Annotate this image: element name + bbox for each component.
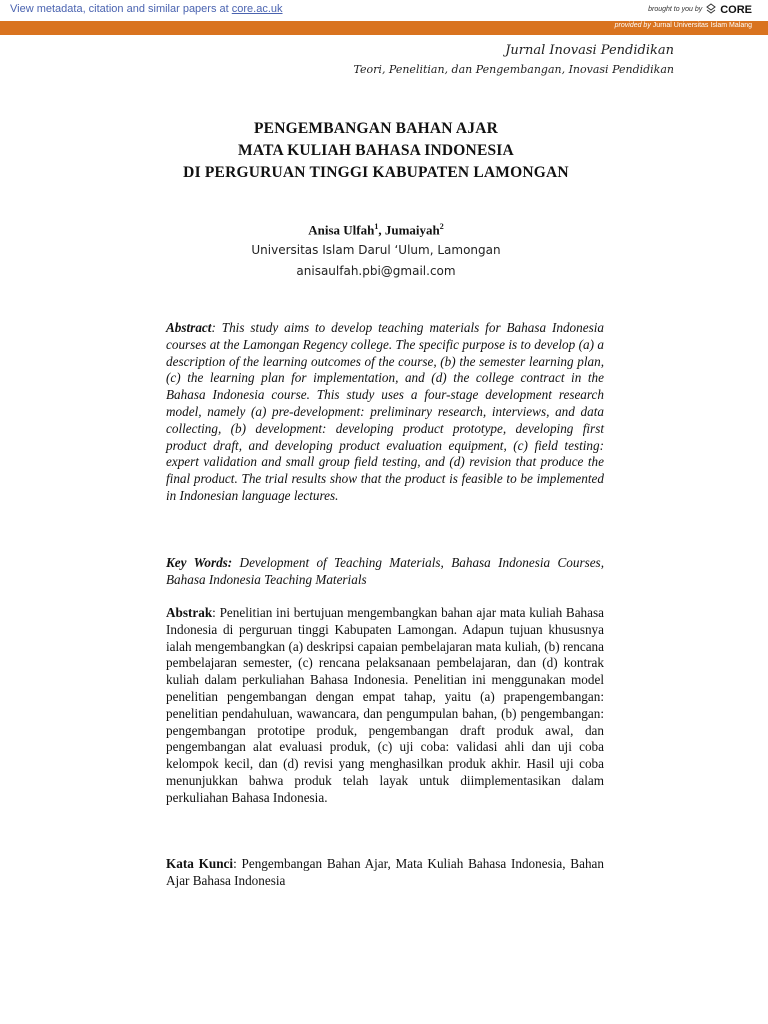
keywords-text: Development of Teaching Materials, Bahasa Indonesia Courses, Bahasa Indonesia Teaching Materials xyxy=(166,555,604,587)
title-line-3: DI PERGURUAN TINGGI KABUPATEN LAMONGAN xyxy=(183,164,569,181)
journal-subtitle: Teori, Penelitian, dan Pengembangan, Inovasi Pendidikan xyxy=(353,63,674,76)
kata-kunci-text: : Pengembangan Bahan Ajar, Mata Kuliah Bahasa Indonesia, Bahan Ajar Bahasa Indonesia xyxy=(166,856,604,888)
provided-by[interactable] xyxy=(615,22,752,29)
brought-to-you-text: brought to you by xyxy=(648,6,703,13)
keywords-english xyxy=(166,555,604,589)
keywords-indonesian xyxy=(166,856,604,890)
core-metadata-text: View metadata, citation and similar papers at xyxy=(10,3,229,15)
provider-bar xyxy=(0,21,768,35)
author-2: Jumaiyah xyxy=(384,222,440,238)
kata-kunci-label: Kata Kunci xyxy=(166,856,234,871)
provider-name: Jurnal Universitas Islam Malang xyxy=(652,22,752,29)
author-email: anisaulfah.pbi@gmail.com xyxy=(296,264,456,278)
provided-by-label: provided by xyxy=(614,22,651,29)
core-banner xyxy=(0,0,768,22)
authors xyxy=(0,222,752,238)
paper-title xyxy=(0,118,752,184)
title-line-2: MATA KULIAH BAHASA INDONESIA xyxy=(238,142,514,159)
journal-title: Jurnal Inovasi Pendidikan xyxy=(505,43,674,58)
author-1: Anisa Ulfah xyxy=(308,222,375,238)
core-logo-icon xyxy=(705,3,717,16)
core-branding[interactable] xyxy=(648,3,752,16)
abstrak-label: Abstrak xyxy=(166,605,213,620)
core-metadata-note xyxy=(10,3,283,15)
author-1-affil: 1 xyxy=(374,222,379,231)
title-line-1: PENGEMBANGAN BAHAN AJAR xyxy=(254,120,498,137)
author-separator: , xyxy=(378,222,385,238)
abstract-text: : This study aims to develop teaching materials for Bahasa Indonesia courses at the Lamongan Regency college. The specific purpose is to develop (a) a description of the learning outcomes of the course, (b) the semester learning plan, (c) the learning plan for implementation, and (d) the college contract in the Bahasa Indonesia course. This study uses a four-stage development research model, namely (a) pre-development: preliminary research, interviews, and data collecting, (b) development: developing product prototype, developing first product draft, and developing product evaluation equipment, (c) field testing: expert validation and small group field testing, and (d) revision that produce the final product. The trial results show that the product is feasible to be implemented in Indonesian language lectures. xyxy=(166,320,604,503)
abstract-label: Abstract xyxy=(166,320,212,335)
keywords-label: Key Words: xyxy=(166,555,233,570)
core-brand: CORE xyxy=(720,3,752,16)
core-link[interactable]: core.ac.uk xyxy=(231,3,283,15)
affiliation: Universitas Islam Darul ‘Ulum, Lamongan xyxy=(251,243,501,257)
abstract-indonesian xyxy=(166,605,604,807)
author-2-affil: 2 xyxy=(439,222,444,231)
abstract-english xyxy=(166,320,604,505)
abstrak-text: : Penelitian ini bertujuan mengembangkan bahan ajar mata kuliah Bahasa Indonesia di perguruan tinggi Kabupaten Lamongan. Adapun tujuan khususnya ialah mengembangkan (a) deskripsi capaian pembelajaran mata kuliah, (b) rencana pembelajaran semester, (c) rencana pelaksanaan pembelajaran, dan (d) kontrak kuliah dalam perkuliahan Bahasa Indonesia. Penelitian ini menggunakan model penelitian pengembangan dengan empat tahap, yaitu (a) prapengembangan: penelitian pendahuluan, wawancara, dan pengumpulan bahan, (b) pengembangan: pengembangan prototipe produk, pengembangan draft produk awal, dan pengembangan alat evaluasi produk, (c) uji coba: validasi ahli dan uji coba kelompok kecil, dan (d) revisi yang menghasilkan produk akhir. Hasil uji coba menunjukkan bahwa produk telah layak untuk diimplementasikan dalam perkuliahan Bahasa Indonesia. xyxy=(166,605,604,805)
